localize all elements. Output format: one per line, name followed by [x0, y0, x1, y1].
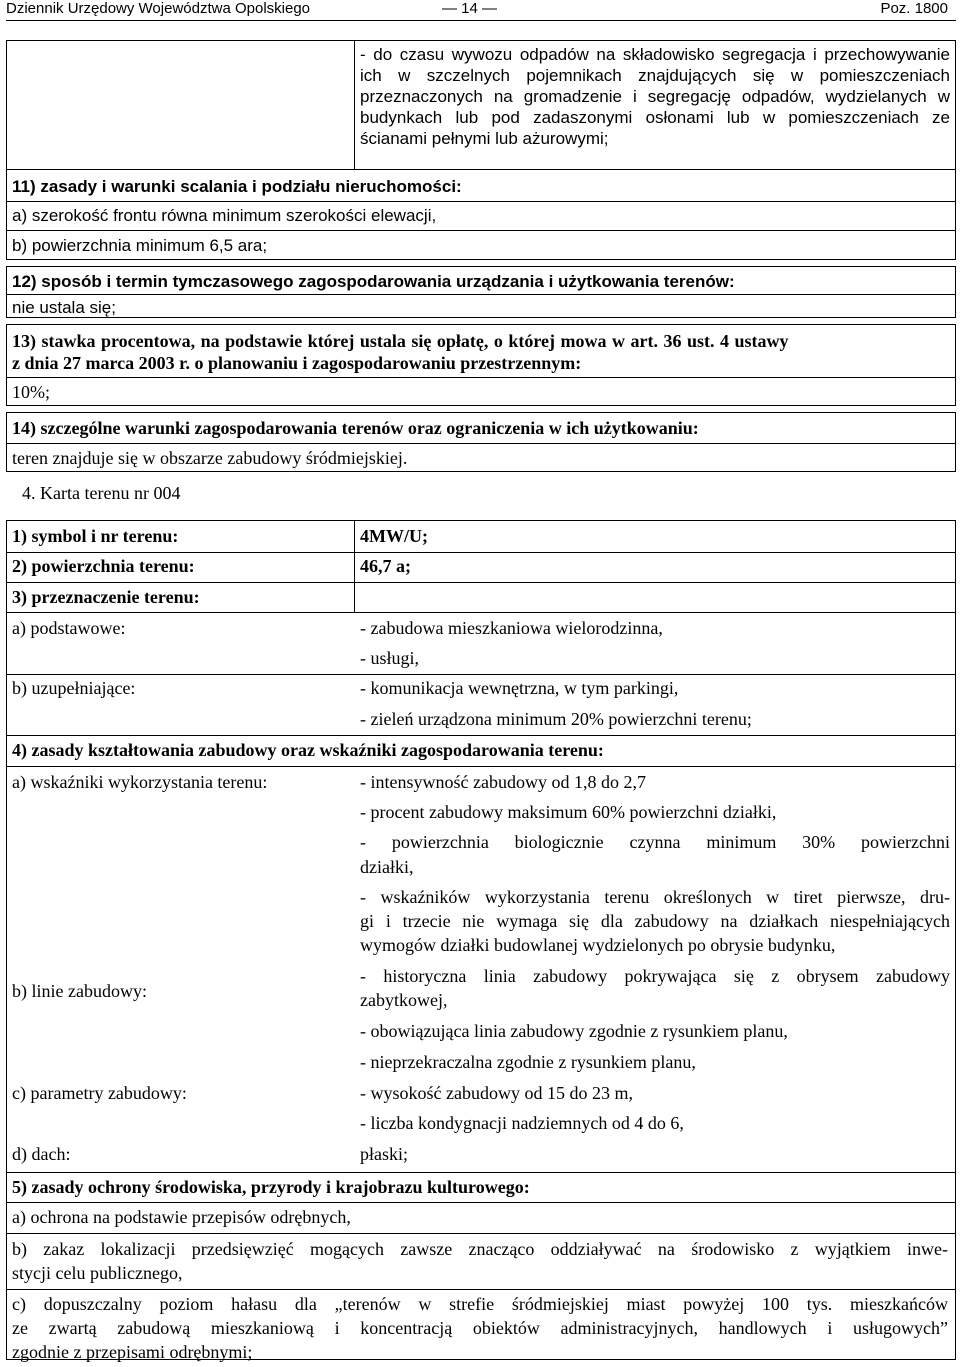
area-label: 2) powierzchnia terenu: [12, 556, 195, 576]
page-number: — 14 — [442, 0, 498, 17]
purpose-extra-1: - komunikacja wewnętrzna, w tym parkingi, [360, 678, 679, 698]
section-11-heading: 11) zasady i warunki scalania i podziału nieruchomości: [12, 177, 462, 196]
building-line-1-line-1: - historyczna linia zabudowy pokrywająca się z obrysem zabudowy [360, 966, 950, 986]
indicator-4-line-1: - wskaźników wykorzystania terenu określonych w tiret pierwsze, dru- [360, 887, 950, 907]
env-c-line-3: zgodnie z przepisami odrębnymi; [12, 1342, 253, 1362]
purpose-heading: 3) przeznaczenie terenu: [12, 587, 200, 607]
env-b-line-2: stycji celu publicznego, [12, 1263, 183, 1283]
parameters-label: c) parametry zabudowy: [12, 1083, 187, 1103]
journal-title: Dziennik Urzędowy Województwa Opolskiego [6, 0, 311, 17]
section-13-value: 10%; [12, 382, 50, 402]
section-14-heading: 14) szczególne warunki zagospodarowania terenów oraz ograniczenia w ich użytkowaniu: [12, 418, 699, 438]
parameter-1: - wysokość zabudowy od 15 do 23 m, [360, 1083, 633, 1103]
rule [6, 377, 956, 378]
section-13-heading-2: z dnia 27 marca 2003 r. o planowaniu i zagospodarowaniu przestrzennym: [12, 353, 582, 373]
indicator-2: - procent zabudowy maksimum 60% powierzchni działki, [360, 802, 777, 822]
env-c-line-2: ze zwartą zabudową mieszkaniową i koncentracją obiektów administracyjnych, handlowych i usługowych” [12, 1318, 948, 1338]
env-a: a) ochrona na podstawie przepisów odrębnych, [12, 1207, 351, 1227]
building-lines-label: b) linie zabudowy: [12, 981, 147, 1001]
section-12-value: nie ustala się; [12, 298, 116, 317]
building-line-3: - nieprzekraczalna zgodnie z rysunkiem planu, [360, 1052, 696, 1072]
symbol-label: 1) symbol i nr terenu: [12, 526, 179, 546]
purpose-basic-label: a) podstawowe: [12, 618, 126, 638]
section-13-heading-1: 13) stawka procentowa, na podstawie której ustala się opłatę, o której mowa w art. 36 ust. 4 ustawy [12, 331, 789, 351]
section-14-value: teren znajduje się w obszarze zabudowy śródmiejskiej. [12, 448, 408, 468]
symbol-value: 4MW/U; [360, 526, 428, 546]
rule [6, 201, 956, 202]
purpose-basic-2: - usługi, [360, 648, 420, 668]
rule [6, 1289, 956, 1290]
indicator-3-line-1: - powierzchnia biologicznie czynna minimum 30% powierzchni [360, 832, 950, 852]
section-11-a: a) szerokość frontu równa minimum szerokości elewacji, [12, 206, 437, 225]
area-value: 46,7 a; [360, 556, 411, 576]
section-11-b: b) powierzchnia minimum 6,5 ara; [12, 236, 268, 255]
parameter-2: - liczba kondygnacji nadziemnych od 4 do 6, [360, 1113, 684, 1133]
karta-title: 4. Karta terenu nr 004 [22, 483, 181, 503]
rule [6, 552, 956, 553]
rule [6, 735, 956, 736]
section-4-heading: 4) zasady kształtowania zabudowy oraz wskaźniki zagospodarowania terenu: [12, 740, 604, 760]
rule [6, 294, 956, 295]
rule [6, 230, 956, 231]
building-line-2: - obowiązująca linia zabudowy zgodnie z rysunkiem planu, [360, 1021, 788, 1041]
section-12-heading: 12) sposób i termin tymczasowego zagospodarowania urządzania i użytkowania terenów: [12, 272, 735, 291]
karta-divider-top [354, 520, 355, 612]
purpose-extra-label: b) uzupełniające: [12, 678, 136, 698]
rule [6, 1202, 956, 1203]
building-line-1-line-2: zabytkowej, [360, 990, 448, 1010]
purpose-basic-1: - zabudowa mieszkaniowa wielorodzinna, [360, 618, 663, 638]
indicator-3-line-2: działki, [360, 857, 414, 877]
header-rule [6, 20, 956, 21]
env-b-line-1: b) zakaz lokalizacji przedsięwzięć mogących zawsze znacząco oddziaływać na środowisko z wyjątkiem inwe- [12, 1239, 948, 1259]
rule [6, 1172, 956, 1173]
indicator-4-line-2: gi i trzecie nie wymaga się dla zabudowy na działkach niespełniających [360, 911, 950, 931]
indicators-label: a) wskaźniki wykorzystania terenu: [12, 772, 268, 792]
roof-value: płaski; [360, 1144, 408, 1164]
position-number: Poz. 1800 [880, 0, 948, 17]
rule [6, 1233, 956, 1234]
rule [6, 674, 956, 675]
indicator-4-line-3: wymogów działki budowlanej wydzielonych po obrysie budynku, [360, 935, 836, 955]
env-c-line-1: c) dopuszczalny poziom hałasu dla „terenów w strefie śródmiejskiej miast powyżej 100 tys. mieszkańców [12, 1294, 948, 1314]
purpose-extra-2: - zieleń urządzona minimum 20% powierzchni terenu; [360, 709, 752, 729]
page-header [6, 0, 956, 20]
roof-label: d) dach: [12, 1144, 71, 1164]
rule [6, 612, 956, 613]
rule [6, 766, 956, 767]
waste-table-divider [354, 40, 355, 170]
rule [6, 443, 956, 444]
waste-storage-text: - do czasu wywozu odpadów na składowisko segregacja i przechowywanie ich w szczelnych pojemnikach znajdujących się w pomieszczeniach przeznaczonych na gromadzenie i segregację odpadów, wydzielanych w budynkach lub pod zadaszonymi osłonami lub w pomieszczeniach ze ścianami pełnymi lub ażurowymi; [360, 45, 950, 148]
section-5-heading: 5) zasady ochrony środowiska, przyrody i krajobrazu kulturowego: [12, 1177, 530, 1197]
indicator-1: - intensywność zabudowy od 1,8 do 2,7 [360, 772, 646, 792]
rule [6, 582, 956, 583]
